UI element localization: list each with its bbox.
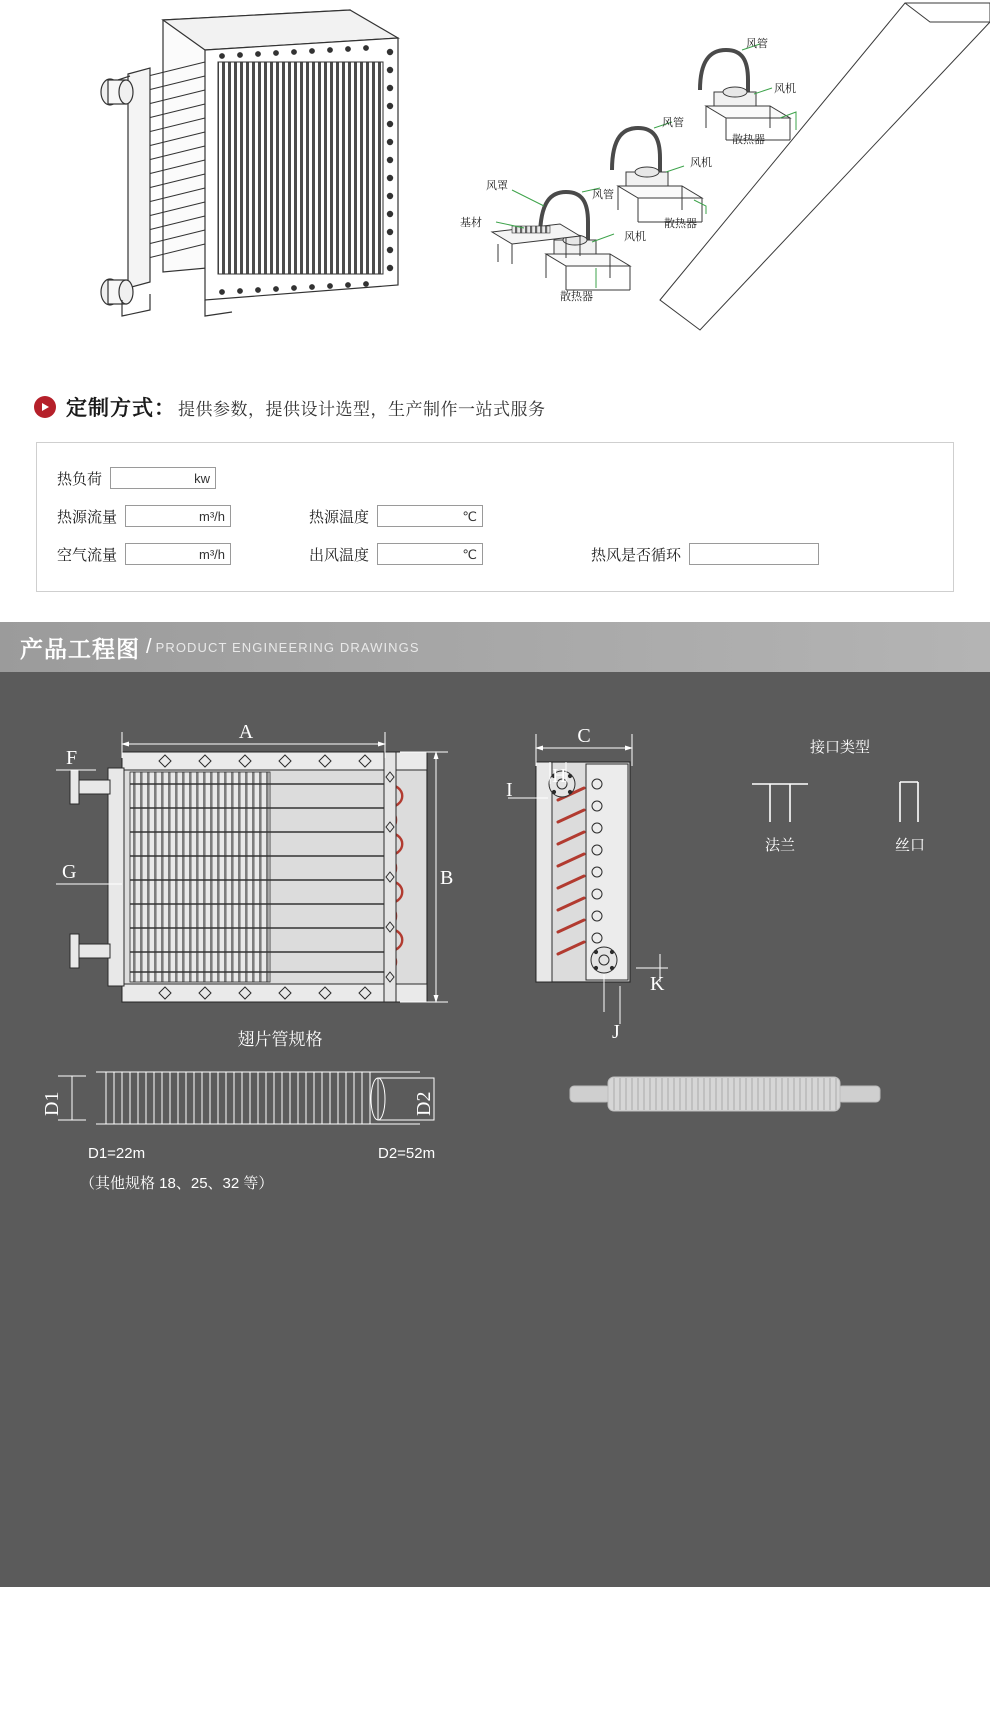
input-source-temp[interactable]	[377, 505, 483, 527]
input-source-flow[interactable]	[125, 505, 231, 527]
dim-label-h: H	[552, 765, 567, 787]
form-row-3	[57, 543, 933, 565]
label-duct-low: 风管	[592, 189, 614, 201]
band-title-en: PRODUCT ENGINEERING DRAWINGS	[155, 639, 420, 655]
input-heat-load[interactable]	[110, 467, 216, 489]
flange-label: 法兰	[764, 837, 796, 854]
label-fan-low: 风机	[624, 231, 646, 243]
arrow-right-icon	[34, 396, 56, 418]
heat-exchanger-drawing	[101, 10, 398, 316]
front-view-drawing	[56, 721, 453, 1002]
dim-label-c: C	[577, 725, 591, 747]
page-footer-space	[0, 1587, 990, 1637]
dim-label-i: I	[506, 779, 513, 801]
input-air-recirculation[interactable]	[689, 543, 819, 565]
field-label-source-temp: 热源温度	[309, 508, 370, 526]
unit-source-temp: ℃	[462, 508, 478, 524]
field-label-source-flow: 热源流量	[57, 508, 118, 526]
dim-label-f: F	[66, 747, 78, 769]
custom-section-header	[0, 370, 990, 436]
duct-system-drawing	[492, 3, 990, 330]
label-hood: 风罩	[486, 180, 508, 192]
form-row-1	[57, 467, 933, 489]
label-radiator-low: 散热器	[560, 291, 593, 303]
label-fan-top: 风机	[774, 83, 796, 95]
thread-icon	[900, 782, 918, 822]
input-air-flow[interactable]	[125, 543, 231, 565]
flange-icon	[752, 784, 808, 822]
field-label-heat-load: 热负荷	[57, 470, 103, 488]
fin-spec-note: （其他规格 18、25、32 等）	[80, 1175, 274, 1192]
thread-label: 丝口	[894, 837, 926, 854]
fin-spec-d1: D1=22m	[88, 1145, 146, 1162]
connector-title: 接口类型	[809, 739, 871, 756]
input-outlet-temp[interactable]	[377, 543, 483, 565]
top-illustration	[0, 0, 990, 370]
fin-dim-d1: D1	[41, 1091, 63, 1116]
field-label-outlet-temp: 出风温度	[309, 546, 370, 564]
band-title-cn: 产品工程图	[20, 635, 140, 662]
unit-outlet-temp: ℃	[462, 546, 478, 562]
engineering-drawings-svg	[0, 672, 990, 1587]
field-heat-load	[57, 467, 216, 489]
field-label-air-flow: 空气流量	[57, 546, 118, 564]
dim-label-g: G	[62, 861, 77, 883]
connector-type-group	[752, 738, 925, 854]
label-fan-mid: 风机	[690, 157, 712, 169]
field-source-flow	[57, 505, 231, 527]
engineering-drawings-area	[0, 672, 990, 1587]
side-view-drawing	[506, 725, 668, 1043]
fin-tube-drawing	[41, 1072, 435, 1192]
dim-label-k: K	[650, 973, 665, 995]
field-label-air-recirculation: 热风是否循环	[591, 546, 682, 564]
custom-subtitle: 提供参数，提供设计选型，生产制作一站式服务	[178, 399, 546, 419]
section-band-engineering-drawings	[0, 622, 990, 672]
form-row-2	[57, 505, 933, 527]
label-radiator-mid: 散热器	[664, 218, 697, 230]
fin-tube-photo	[570, 1077, 880, 1111]
custom-title: 定制方式：	[66, 397, 176, 420]
fin-dim-d2: D2	[413, 1091, 435, 1116]
label-substrate: 基材	[460, 217, 482, 229]
label-duct-top: 风管	[746, 38, 768, 50]
illustration-svg	[0, 0, 990, 370]
label-duct-mid: 风管	[662, 117, 684, 129]
field-outlet-temp	[309, 543, 483, 565]
dim-label-b: B	[440, 867, 454, 889]
field-air-recirculation	[591, 543, 819, 565]
band-slash: /	[146, 635, 152, 658]
unit-air-flow: m³/h	[199, 546, 226, 562]
fin-tube-title: 翅片管规格	[237, 1030, 323, 1049]
field-source-temp	[309, 505, 483, 527]
label-radiator-top: 散热器	[732, 134, 765, 146]
dim-label-j: J	[612, 1021, 620, 1043]
fin-spec-d2: D2=52m	[378, 1145, 436, 1162]
unit-source-flow: m³/h	[199, 508, 226, 524]
dim-label-a: A	[238, 721, 254, 743]
custom-parameter-form	[36, 442, 954, 592]
field-air-flow	[57, 543, 231, 565]
unit-heat-load: kw	[194, 470, 211, 486]
